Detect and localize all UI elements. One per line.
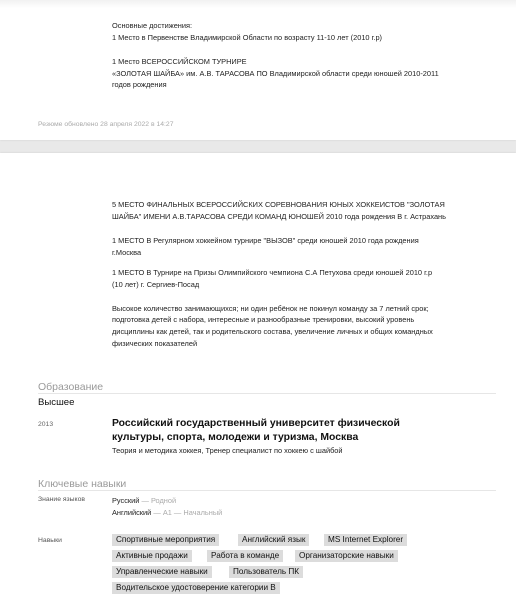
achievement-line: 1 Место ВСЕРОССИЙСКОМ ТУРНИРЕ	[112, 57, 247, 66]
languages-label: Знание языков	[38, 496, 85, 503]
skill-tag: Водительское удостоверение категории B	[112, 582, 280, 594]
skill-tag: Активные продажи	[112, 550, 192, 562]
skills-label: Навыки	[38, 537, 62, 544]
achievement-line: физических показателей	[112, 339, 198, 348]
education-level: Высшее	[38, 397, 75, 408]
education-year: 2013	[38, 421, 54, 428]
education-specialty: Теория и методика хоккея, Тренер специалист по хоккею с шайбой	[112, 446, 343, 455]
skill-tag: Спортивные мероприятия	[112, 534, 219, 546]
skill-tag: Английский язык	[238, 534, 309, 546]
achievement-line: г.Москва	[112, 248, 142, 257]
achievement-line: годов рождения	[112, 80, 167, 89]
achievement-line: 5 МЕСТО ФИНАЛЬНЫХ ВСЕРОССИЙСКИХ СОРЕВНОВАНИЯ ЮНЫХ ХОККЕИСТОВ "ЗОЛОТАЯ	[112, 200, 445, 209]
achievement-line: (10 лет) г. Сергиев-Посад	[112, 280, 200, 289]
achievement-line: подготовка детей с набора, интересные и разнообразные тренировки, высокий уровень	[112, 315, 415, 324]
education-section-title: Образование	[38, 381, 104, 393]
achievements-header: Основные достижения:	[112, 21, 193, 30]
language-item	[112, 496, 176, 506]
section-divider	[38, 490, 496, 491]
achievement-line: 1 МЕСТО В Турнире на Призы Олимпийского чемпиона С.А Петухова среди юношей 2010 г.р	[112, 268, 433, 277]
section-divider	[38, 393, 496, 394]
achievement-line: 1 МЕСТО В Регулярном хоккейном турнире "ВЫЗОВ" среди юношей 2010 года рождения	[112, 236, 419, 245]
skills-section-title: Ключевые навыки	[38, 478, 127, 490]
achievement-line: «ЗОЛОТАЯ ШАЙБА» им. А.В. ТАРАСОВА ПО Владимирской области среди юношей 2010-2011	[112, 69, 439, 78]
language-name: Английский	[112, 508, 152, 517]
resume-page-1	[0, 0, 516, 140]
language-item	[112, 508, 222, 518]
achievement-line: дисциплины как детей, так и родительского состава, увеличение личных и общих командных	[112, 327, 433, 336]
language-name: Русский	[112, 496, 140, 505]
language-level: — Родной	[141, 496, 177, 505]
skill-tag: Работа в команде	[207, 550, 283, 562]
resume-page-2	[0, 153, 516, 600]
achievement-line: 1 Место в Первенстве Владимирской Области по возрасту 11-10 лет (2010 г.р)	[112, 33, 383, 42]
achievement-line: ШАЙБА" ИМЕНИ А.В.ТАРАСОВА СРЕДИ КОМАНД ЮНОШЕЙ 2010 года рождения В г. Астрахань	[112, 212, 446, 221]
skill-tag: Управленческие навыки	[112, 566, 212, 578]
resume-updated-note: Резюме обновлено 28 апреля 2022 в 14:27	[38, 121, 174, 128]
skill-tag: Организаторские навыки	[295, 550, 398, 562]
skill-tag: MS Internet Explorer	[324, 534, 407, 546]
university-name[interactable]: Российский государственный университет физической	[112, 418, 400, 429]
university-name[interactable]: культуры, спорта, молодежи и туризма, Москва	[112, 432, 359, 443]
language-level: — A1 — Начальный	[153, 508, 223, 517]
skill-tag: Пользователь ПК	[229, 566, 303, 578]
achievement-line: Высокое количество занимающихся; ни один ребёнок не покинул команду за 7 летний срок;	[112, 304, 429, 313]
